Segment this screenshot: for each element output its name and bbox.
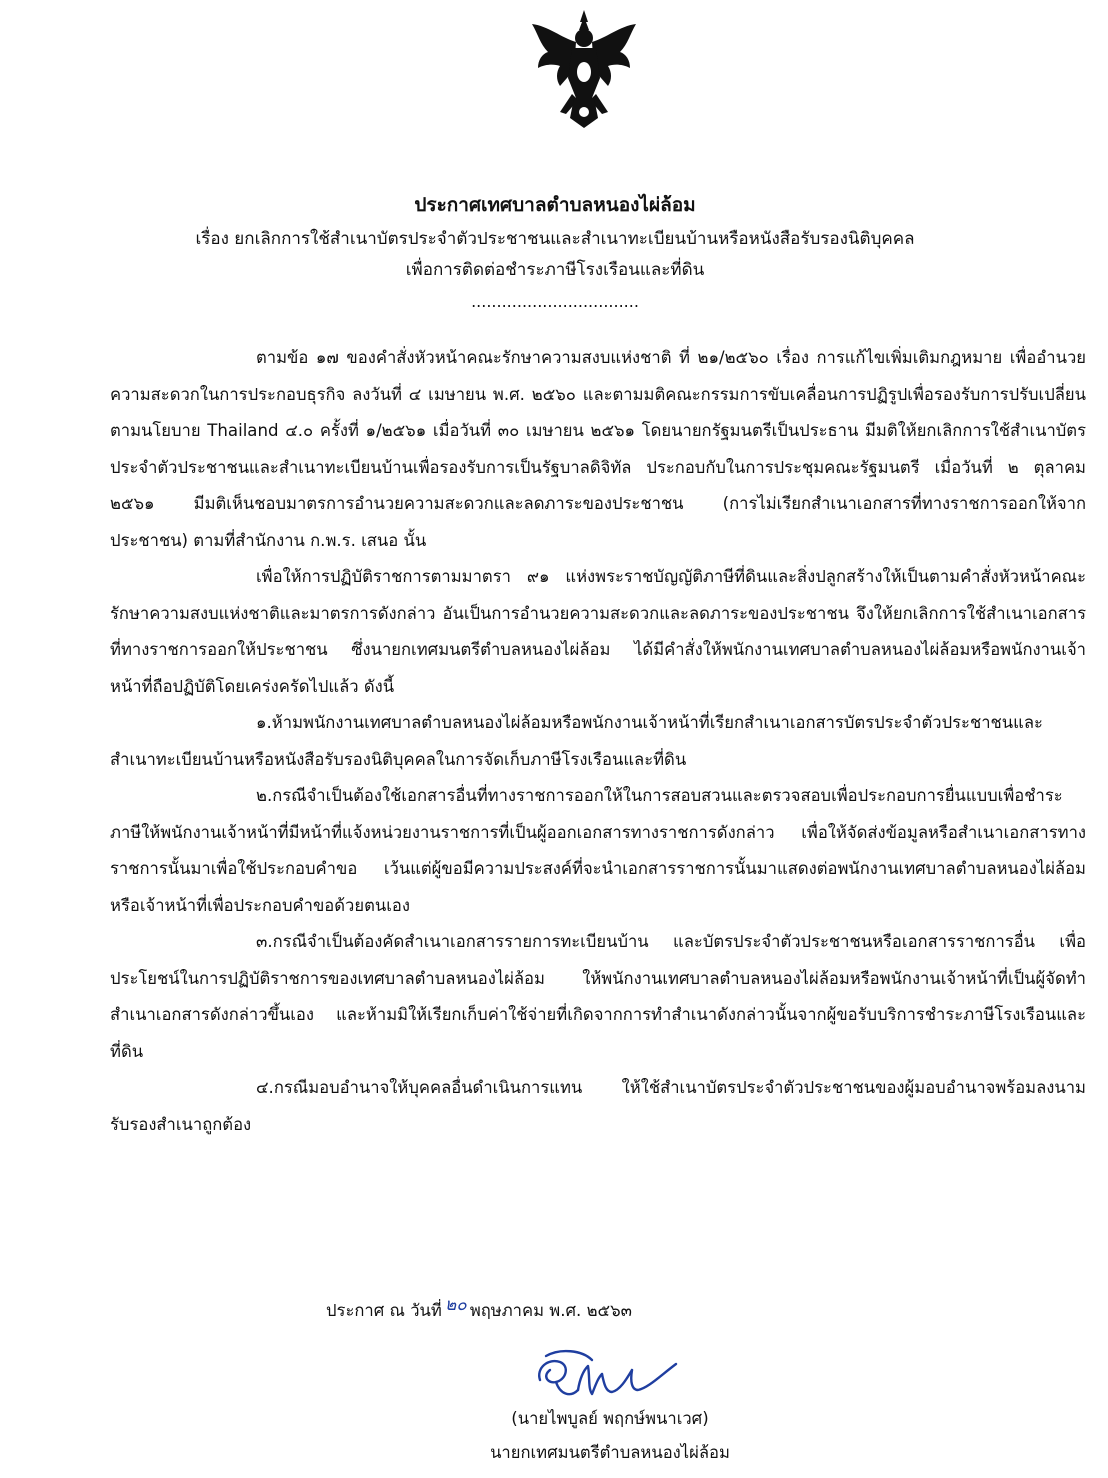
subject-line-1: เรื่อง ยกเลิกการใช้สำเนาบัตรประจำตัวประชาชนและสำเนาทะเบียนบ้านหรือหนังสือรับรองนิติบุคคล [195,229,915,249]
announcement-date [326,1294,632,1328]
paragraph-item-2: ๒.กรณีจำเป็นต้องใช้เอกสารอื่นที่ทางราชการออกให้ในการสอบสวนและตรวจสอบเพื่อประกอบการยื่นแบบเพื่อชำระภาษีให้พนักงานเจ้าหน้าที่มีหน้าที่แจ้งหน่วยงานราชการที่เป็นผู้ออกเอกสารทางราชการดังกล่าว เพื่อให้จัดส่งข้อมูลหรือสำเนาเอกสารทางราชการนั้นมาเพื่อใช้ประกอบคำขอ เว้นแต่ผู้ขอมีความประสงค์ที่จะนำเอกสารราชการนั้นมาแสดงต่อพนักงานเทศบาลตำบลหนองไผ่ล้อมหรือเจ้าหน้าที่เพื่อประกอบคำขอด้วยตนเอง [110,786,1086,915]
garuda-emblem-icon [526,8,642,130]
handwritten-day: ๒๐ [445,1295,467,1315]
signer-block [420,1402,800,1470]
paragraph-preamble: ตามข้อ ๑๗ ของคำสั่งหัวหน้าคณะรักษาความสงบแห่งชาติ ที่ ๒๑/๒๕๖๐ เรื่อง การแก้ไขเพิ่มเติมกฎหมาย เพื่ออำนวยความสะดวกในการประกอบธุรกิจ ลงวันที่ ๔ เมษายน พ.ศ. ๒๕๖๐ และตามมติคณะกรรมการขับเคลื่อนการปฏิรูปเพื่อรองรับการปรับเปลี่ยนตามนโยบาย Thailand ๔.๐ ครั้งที่ ๑/๒๕๖๑ เมื่อวันที่ ๓๐ เมษายน ๒๕๖๑ โดยนายกรัฐมนตรีเป็นประธาน มีมติให้ยกเลิกการใช้สำเนาบัตรประจำตัวประชาชนและสำเนาทะเบียนบ้านเพื่อรองรับการเป็นรัฐบาลดิจิทัล ประกอบกับในการประชุมคณะรัฐมนตรี เมื่อวันที่ ๒ ตุลาคม ๒๕๖๑ มีมติเห็นชอบมาตรการอำนวยความสะดวกและลดภาระของประชาชน (การไม่เรียกสำเนาเอกสารที่ทางราชการออกให้จากประชาชน) ตามที่สำนักงาน ก.พ.ร. เสนอ นั้น [110,348,1086,550]
signer-name: (นายไพบูลย์ พฤกษ์พนาเวศ) [511,1409,709,1428]
page-title: ประกาศเทศบาลตำบลหนองไผ่ล้อม [414,194,696,216]
signer-position: นายกเทศมนตรีตำบลหนองไผ่ล้อม [490,1443,730,1462]
paragraph-order: เพื่อให้การปฏิบัติราชการตามมาตรา ๙๑ แห่งพระราชบัญญัติภาษีที่ดินและสิ่งปลูกสร้างให้เป็นตามคำสั่งหัวหน้าคณะรักษาความสงบแห่งชาติและมาตรการดังกล่าว อันเป็นการอำนวยความสะดวกและลดภาระของประชาชน จึงให้ยกเลิกการใช้สำเนาเอกสารที่ทางราชการออกให้ประชาชน ซึ่งนายกเทศมนตรีตำบลหนองไผ่ล้อม ได้มีคำสั่งให้พนักงานเทศบาลตำบลหนองไผ่ล้อมหรือพนักงานเจ้าหน้าที่ถือปฏิบัติโดยเคร่งครัดไปแล้ว ดังนี้ [110,567,1086,696]
announce-suffix: พฤษภาคม พ.ศ. ๒๕๖๓ [469,1301,632,1320]
title-divider: ................................. [471,292,639,311]
paragraph-item-1: ๑.ห้ามพนักงานเทศบาลตำบลหนองไผ่ล้อมหรือพนักงานเจ้าหน้าที่เรียกสำเนาเอกสารบัตรประจำตัวประชาชนและสำเนาทะเบียนบ้านหรือหนังสือรับรองนิติบุคคลในการจัดเก็บภาษีโรงเรือนและที่ดิน [110,713,1043,769]
header [60,190,1050,312]
paragraph-item-4: ๔.กรณีมอบอำนาจให้บุคคลอื่นดำเนินการแทน ให้ใช้สำเนาบัตรประจำตัวประชาชนของผู้มอบอำนาจพร้อมลงนามรับรองสำเนาถูกต้อง [110,1078,1086,1134]
subject-line-2: เพื่อการติดต่อชำระภาษีโรงเรือนและที่ดิน [405,260,705,280]
announce-prefix: ประกาศ ณ วันที่ [326,1301,442,1320]
announcement-body [110,340,1086,1143]
paragraph-item-3: ๓.กรณีจำเป็นต้องคัดสำเนาเอกสารรายการทะเบียนบ้าน และบัตรประจำตัวประชาชนหรือเอกสารราชการอื่น เพื่อประโยชน์ในการปฏิบัติราชการของเทศบาลตำบลหนองไผ่ล้อม ให้พนักงานเทศบาลตำบลหนองไผ่ล้อมหรือพนักงานเจ้าหน้าที่เป็นผู้จัดทำสำเนาเอกสารดังกล่าวขึ้นเอง และห้ามมิให้เรียกเก็บค่าใช้จ่ายที่เกิดจากการทำสำเนาดังกล่าวนั้นจากผู้ขอรับบริการชำระภาษีโรงเรือนและที่ดิน [110,932,1086,1061]
